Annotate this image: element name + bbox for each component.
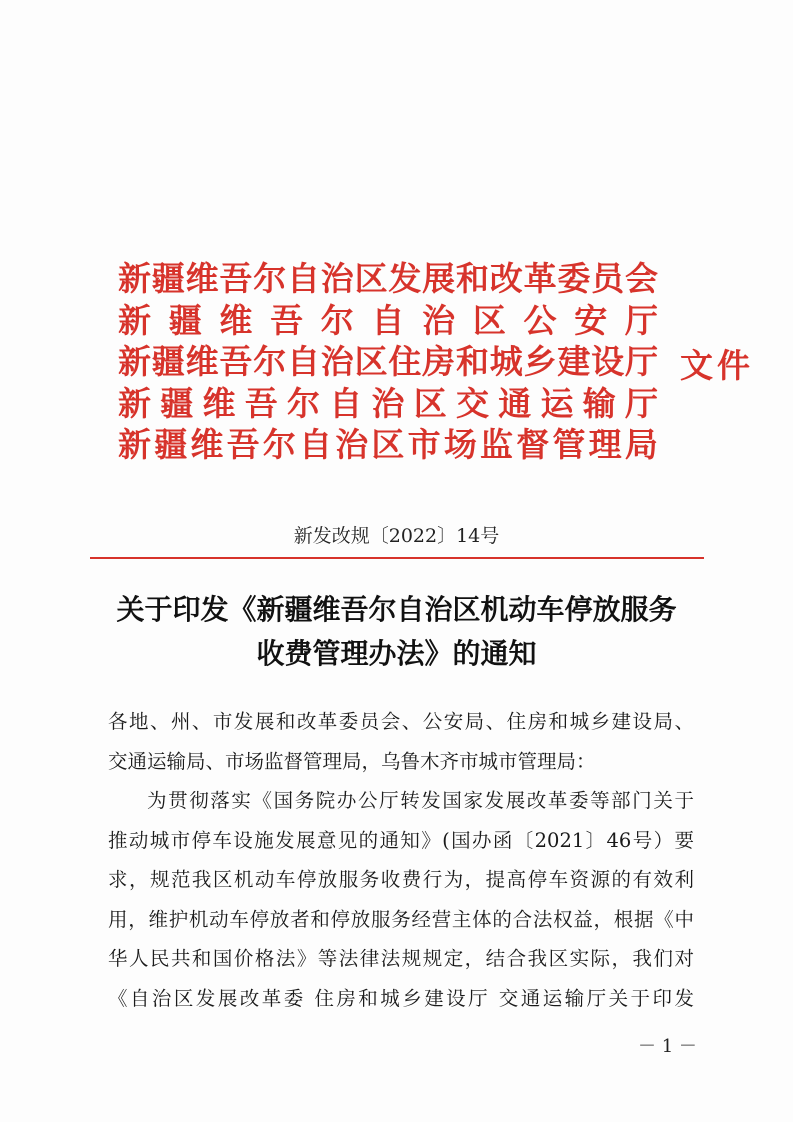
issuer-char: 治 [335, 425, 369, 464]
issuer-char: 房 [422, 342, 456, 381]
issuer-char: 新 [118, 383, 151, 423]
addressee-line-1: 各地、州、市发展和改革委员会、公安局、住房和城乡建设局、 [108, 710, 694, 733]
issuer-char: 场 [443, 425, 477, 464]
addressee-line-2: 交通运输局、市场监督管理局，乌鲁木齐市城市管理局： [108, 749, 596, 773]
issuer-char: 维 [185, 342, 219, 381]
issuer-char: 理 [588, 425, 622, 464]
issuer-char: 安 [574, 300, 608, 340]
issuer-char: 治 [371, 383, 405, 423]
issuer-char: 城 [489, 342, 523, 381]
issuer-char: 厅 [624, 342, 658, 381]
issuer-char: 疆 [154, 425, 188, 464]
issuer-char: 委 [557, 259, 591, 298]
issuer-line-2 [118, 300, 658, 342]
issuer-char: 乡 [523, 342, 557, 381]
issuer-char: 疆 [168, 300, 202, 340]
issuer-char: 维 [185, 259, 219, 298]
issuer-char: 区 [371, 425, 405, 464]
issuer-char: 通 [498, 383, 532, 423]
issuer-char: 展 [422, 259, 456, 298]
issuer-char: 吾 [270, 300, 304, 340]
issuer-char: 疆 [151, 342, 185, 381]
issuer-char: 和 [455, 342, 489, 381]
issuer-char: 市 [407, 425, 441, 464]
issuer-char: 新 [118, 425, 151, 464]
issuer-block [118, 258, 658, 466]
issuer-char: 尔 [320, 300, 354, 340]
issuer-char: 督 [516, 425, 550, 464]
issuer-char: 员 [591, 259, 625, 298]
issuer-char: 尔 [253, 342, 287, 381]
issuer-char: 住 [388, 342, 422, 381]
issuer-char: 自 [299, 425, 333, 464]
issuer-line-4 [118, 383, 658, 425]
issuer-char: 区 [354, 342, 388, 381]
issuer-char: 自 [286, 342, 320, 381]
issuer-char: 交 [456, 383, 489, 423]
issuer-char: 自 [371, 300, 405, 340]
issuer-char: 自 [329, 383, 363, 423]
issuer-char: 维 [202, 383, 236, 423]
title-line-2: 收费管理办法》的通知 [256, 637, 537, 670]
issuer-char: 革 [523, 259, 557, 298]
paragraph-line-3: 求，规范我区机动车停放服务收费行为，提高停车资源的有效利 [108, 868, 694, 891]
issuer-char: 监 [480, 425, 514, 464]
issuer-char: 新 [118, 342, 151, 381]
issuer-char: 会 [624, 259, 658, 298]
red-divider-line [90, 557, 704, 559]
issuer-char: 设 [591, 342, 625, 381]
paragraph-line-4: 用，维护机动车停放者和停放服务经营主体的合法权益，根据《中 [108, 907, 694, 931]
document-body [108, 702, 694, 1018]
document-title [60, 588, 733, 676]
issuer-char: 区 [472, 300, 506, 340]
issuer-char: 输 [582, 383, 616, 423]
issuer-char: 运 [540, 383, 574, 423]
paragraph-line-5: 华人民共和国价格法》等法律法规规定，结合我区实际，我们对 [108, 947, 694, 970]
page-number: － 1 － [638, 1036, 697, 1057]
issuer-char: 管 [552, 425, 586, 464]
document-number: 新发改规〔2022〕14号 [293, 525, 500, 547]
issuer-char: 和 [455, 259, 489, 298]
issuer-char: 维 [190, 425, 224, 464]
issuer-char: 厅 [624, 300, 658, 340]
issuer-char: 改 [489, 259, 523, 298]
issuer-char: 公 [523, 300, 557, 340]
issuer-char: 治 [320, 259, 354, 298]
issuer-char: 厅 [625, 383, 658, 423]
title-line-1: 关于印发《新疆维吾尔自治区机动车停放服务 [116, 593, 677, 626]
issuer-char: 尔 [262, 425, 296, 464]
issuer-char: 治 [320, 342, 354, 381]
issuer-char: 维 [219, 300, 253, 340]
paragraph-line-2: 推动城市停车设施发展意见的通知》(国办函〔2021〕46号）要 [108, 828, 694, 852]
issuer-char: 局 [624, 425, 658, 464]
issuer-char: 尔 [253, 259, 287, 298]
issuer-char: 尔 [287, 383, 320, 423]
paragraph-line-1: 为贯彻落实《国务院办公厅转发国家发展改革委等部门关于 [147, 789, 694, 812]
issuer-char: 吾 [244, 383, 278, 423]
issuer-char: 建 [557, 342, 591, 381]
issuer-char: 疆 [160, 383, 194, 423]
issuer-line-3 [118, 341, 658, 383]
issuer-line-5 [118, 424, 658, 466]
issuer-char: 区 [354, 259, 388, 298]
issuer-line-1 [118, 258, 658, 300]
issuer-char: 区 [413, 383, 447, 423]
issuer-char: 疆 [151, 259, 185, 298]
issuer-char: 吾 [219, 259, 253, 298]
issuer-char: 新 [118, 300, 151, 340]
issuer-char: 自 [286, 259, 320, 298]
issuer-char: 吾 [226, 425, 260, 464]
issuer-char: 发 [388, 259, 422, 298]
document-type-label: 文件 [680, 346, 754, 385]
issuer-char: 吾 [219, 342, 253, 381]
issuer-char: 治 [422, 300, 456, 340]
paragraph-line-6: 《自治区发展改革委 住房和城乡建设厅 交通运输厅关于印发 [108, 986, 694, 1010]
issuer-char: 新 [118, 259, 151, 298]
